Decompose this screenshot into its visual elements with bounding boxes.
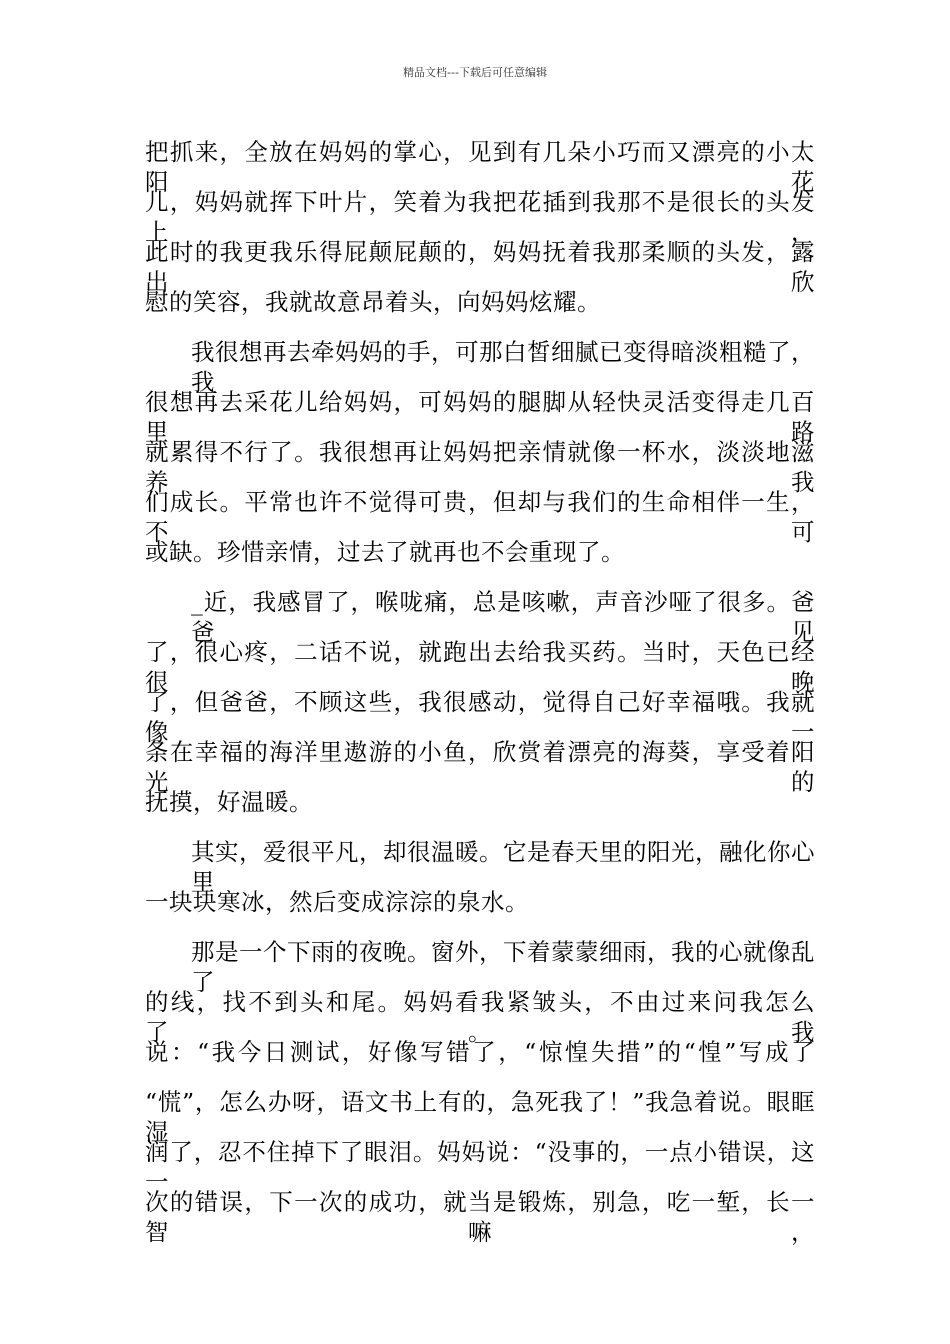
text-line: 儿，妈妈就挥下叶片，笑着为我把花插到我那不是很长的头发上， xyxy=(145,188,815,246)
text-line: 抚摸，好温暖。 xyxy=(145,788,313,816)
text-line: 此时的我更我乐得屁颠屁颠的，妈妈抚着我那柔顺的头发，露出欣 xyxy=(145,238,815,296)
paragraph-first-line: 其实，爱很平凡，却很温暖。它是春天里的阳光，融化你心里 xyxy=(191,838,815,896)
page-header: 精品文档---下载后可任意编辑 xyxy=(403,66,547,79)
paragraph-first-line: 我很想再去牵妈妈的手，可那白皙细腻已变得暗淡粗糙了，我 xyxy=(191,338,815,396)
text-line: 润了，忍不住掉下了眼泪。妈妈说：“没事的，一点小错误，这一 xyxy=(145,1138,815,1196)
text-line: 一块块寒冰，然后变成淙淙的泉水。 xyxy=(145,888,529,916)
text-line: 次的错误，下一次的成功，就当是锻炼，别急，吃一堑，长一智嘛， xyxy=(145,1188,815,1246)
text-line: “慌”，怎么办呀，语文书上有的，急死我了！”我急着说。眼眶湿 xyxy=(145,1088,815,1146)
paragraph-first-line: 那是一个下雨的夜晚。窗外，下着蒙蒙细雨，我的心就像乱了 xyxy=(191,938,815,996)
text-line: 了，但爸爸，不顾这些，我很感动，觉得自己好幸福哦。我就像一 xyxy=(145,688,815,746)
text-line: 了，很心疼，二话不说，就跑出去给我买药。当时，天色已经很晚 xyxy=(145,638,815,696)
paragraph-first-line: _近，我感冒了，喉咙痛，总是咳嗽，声音沙哑了很多。爸爸见 xyxy=(191,588,815,646)
text-line: 就累得不行了。我很想再让妈妈把亲情就像一杯水，淡淡地滋养我 xyxy=(145,438,815,496)
text-line: 很想再去采花儿给妈妈，可妈妈的腿脚从轻快灵活变得走几百里路 xyxy=(145,388,815,446)
text-line: 把抓来，全放在妈妈的掌心，见到有几朵小巧而又漂亮的小太阳花 xyxy=(145,138,815,196)
text-line: 的线，找不到头和尾。妈妈看我紧皱头，不由过来问我怎么了。我 xyxy=(145,988,815,1046)
text-line: 们成长。平常也许不觉得可贵，但却与我们的生命相伴一生，不可 xyxy=(145,488,815,546)
text-line: 或缺。珍惜亲情，过去了就再也不会重现了。 xyxy=(145,538,625,566)
text-line: 慰的笑容，我就故意昂着头，向妈妈炫耀。 xyxy=(145,288,601,316)
text-line: 条在幸福的海洋里遨游的小鱼，欣赏着漂亮的海葵，享受着阳光的 xyxy=(145,738,815,796)
text-line: 说：“我今日测试，好像写错了，“惊惶失措”的“惶”写成了 xyxy=(145,1038,815,1066)
